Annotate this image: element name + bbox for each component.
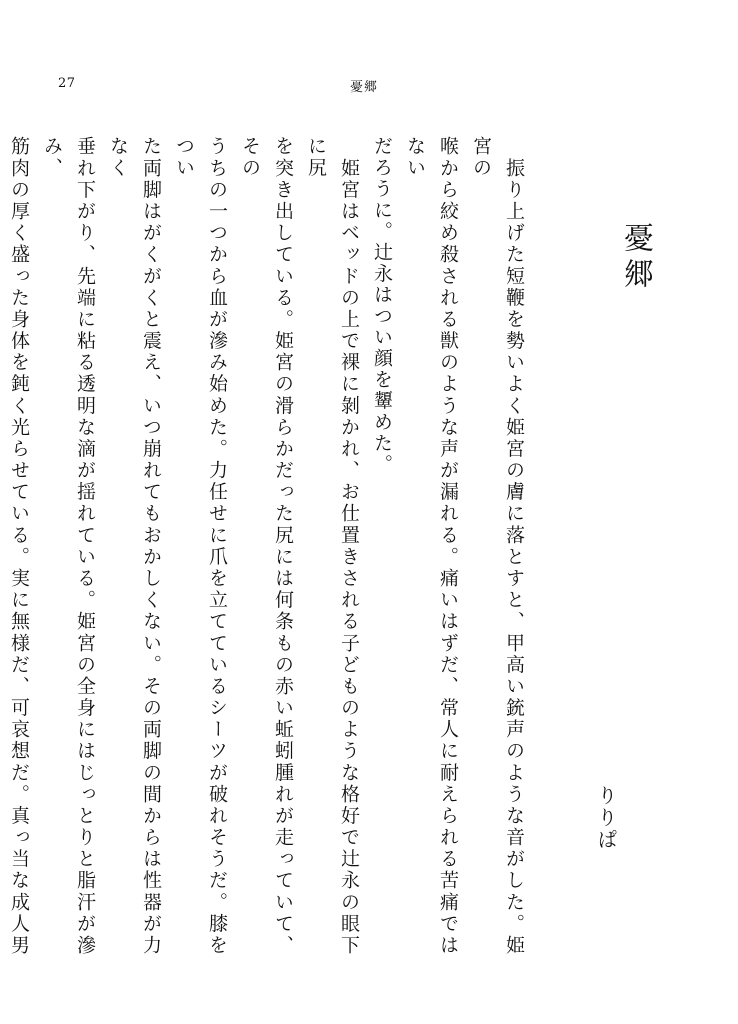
body-line: 喉から絞め殺される獣のような声が漏れる。痛いはずだ、常人に耐えられる苦痛ではない xyxy=(404,136,459,956)
body-line: を突き出している。姫宮の滑らかだった尻には何条もの赤い蚯蚓腫れが走っていて、その xyxy=(239,136,294,956)
body-line: 振り上げた短鞭を勢いよく姫宮の膚に落とすと、甲高い銃声のような音がした。姫宮の xyxy=(470,136,525,956)
body-line: だろうに。辻永はつい顔を顰めた。 xyxy=(371,136,393,476)
body-line: 姫宮はベッドの上で裸に剝かれ、お仕置きされる子どものような格好で辻永の眼下に尻 xyxy=(305,136,360,956)
running-header: 憂郷 xyxy=(350,80,379,95)
author-name: りりぱ xyxy=(594,785,618,851)
story-title: 憂郷 xyxy=(618,222,653,294)
body-line: 垂れ下がり、先端に粘る透明な滴が揺れている。姫宮の全身にはじっとりと脂汗が滲み、 xyxy=(41,136,96,956)
story-body xyxy=(8,136,530,956)
body-line: うちの一つから血が滲み始めた。力任せに爪を立てているシーツが破れそうだ。膝をつい xyxy=(173,136,228,956)
page-number: 27 xyxy=(58,76,76,91)
body-line: た両脚はがくがくと震え、いつ崩れてもおかしくない。その両脚の間からは性器が力なく xyxy=(107,136,162,956)
body-line: 筋肉の厚く盛った身体を鈍く光らせている。実に無様だ、可哀想だ。真っ当な成人男 xyxy=(8,136,30,956)
